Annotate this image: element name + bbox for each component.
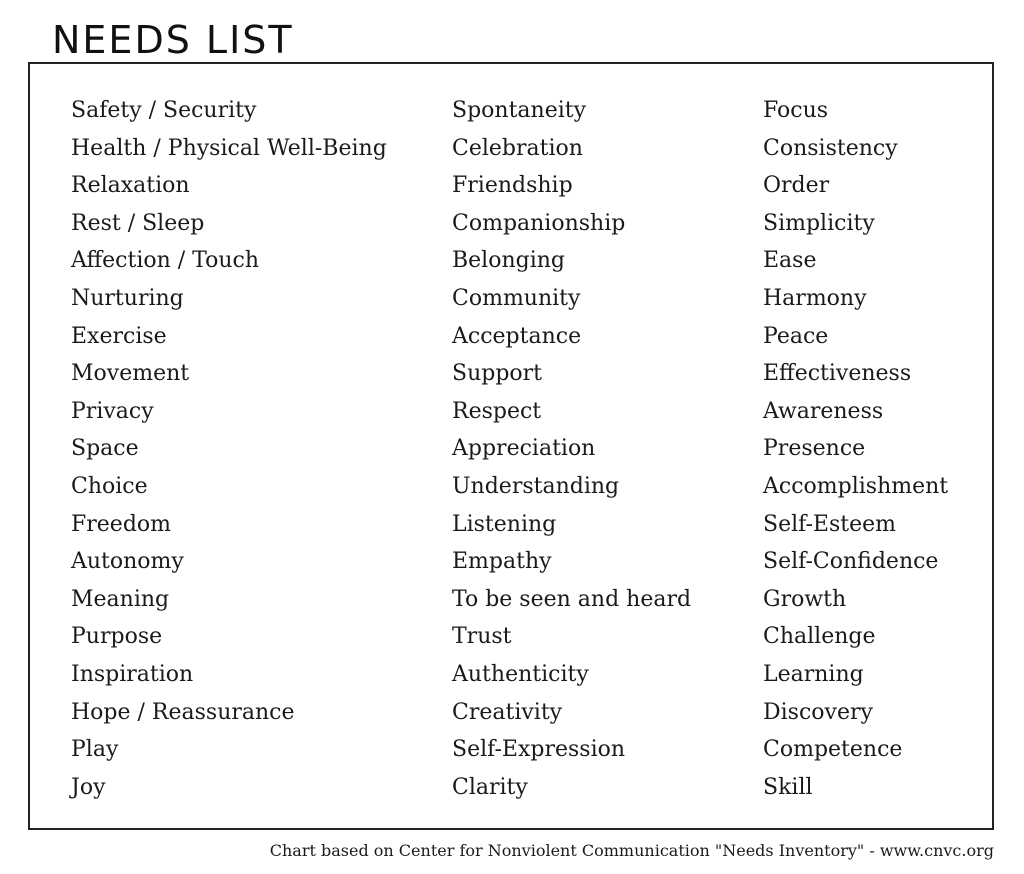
need-item: Exercise <box>71 323 167 349</box>
need-item: Peace <box>763 323 829 349</box>
need-item: Challenge <box>763 624 876 650</box>
need-item: Harmony <box>763 285 867 311</box>
needs-column-2 <box>452 92 691 806</box>
need-item: Inspiration <box>71 661 194 687</box>
need-item: Relaxation <box>71 173 190 199</box>
need-item: Community <box>452 285 581 311</box>
need-item: Consistency <box>763 135 898 161</box>
need-item: Competence <box>763 737 903 763</box>
need-item: Understanding <box>452 473 620 499</box>
need-item: Safety / Security <box>71 98 257 123</box>
need-item: Hope / Reassurance <box>71 699 295 725</box>
need-item: Support <box>452 361 543 387</box>
need-item: Rest / Sleep <box>71 210 205 236</box>
need-item: Privacy <box>71 398 154 424</box>
need-item: Focus <box>763 98 829 123</box>
need-item: Listening <box>452 511 557 537</box>
need-item: Effectiveness <box>763 361 912 387</box>
needs-column-3 <box>763 92 948 806</box>
need-item: Learning <box>763 661 864 687</box>
need-item: Choice <box>71 473 148 499</box>
need-item: Self-Confidence <box>763 549 939 575</box>
need-item: Play <box>71 737 119 763</box>
source-credit: Chart based on Center for Nonviolent Communication "Needs Inventory" - www.cnvc.org <box>269 841 994 860</box>
need-item: Creativity <box>452 699 563 725</box>
need-item: Ease <box>763 248 817 274</box>
need-item: Space <box>71 436 139 462</box>
need-item: Nurturing <box>71 285 184 311</box>
needs-list-box <box>28 62 994 830</box>
need-item: Awareness <box>763 398 884 424</box>
need-item: Meaning <box>71 586 170 612</box>
need-item: Clarity <box>452 774 528 800</box>
need-item: Celebration <box>452 135 583 161</box>
need-item: Trust <box>452 624 512 650</box>
need-item: Companionship <box>452 210 626 236</box>
need-item: To be seen and heard <box>452 586 692 612</box>
need-item: Purpose <box>71 624 163 650</box>
need-item: Growth <box>763 586 847 612</box>
need-item: Presence <box>763 436 866 462</box>
need-item: Empathy <box>452 549 552 575</box>
need-item: Discovery <box>763 699 873 725</box>
needs-column-1 <box>71 92 387 806</box>
need-item: Acceptance <box>452 323 582 349</box>
need-item: Authenticity <box>452 661 589 687</box>
need-item: Skill <box>763 774 813 800</box>
need-item: Appreciation <box>452 436 596 462</box>
need-item: Joy <box>71 774 106 800</box>
need-item: Self-Esteem <box>763 511 897 537</box>
need-item: Simplicity <box>763 210 875 236</box>
need-item: Belonging <box>452 248 566 274</box>
need-item: Affection / Touch <box>71 248 260 274</box>
need-item: Accomplishment <box>763 473 949 499</box>
need-item: Spontaneity <box>452 98 587 123</box>
need-item: Autonomy <box>71 549 184 575</box>
need-item: Respect <box>452 398 542 424</box>
need-item: Movement <box>71 361 190 387</box>
page-title: NEEDS LIST <box>52 18 294 62</box>
need-item: Freedom <box>71 511 172 537</box>
need-item: Self-Expression <box>452 737 626 763</box>
need-item: Order <box>763 173 830 199</box>
need-item: Friendship <box>452 173 573 199</box>
need-item: Health / Physical Well-Being <box>71 135 387 161</box>
